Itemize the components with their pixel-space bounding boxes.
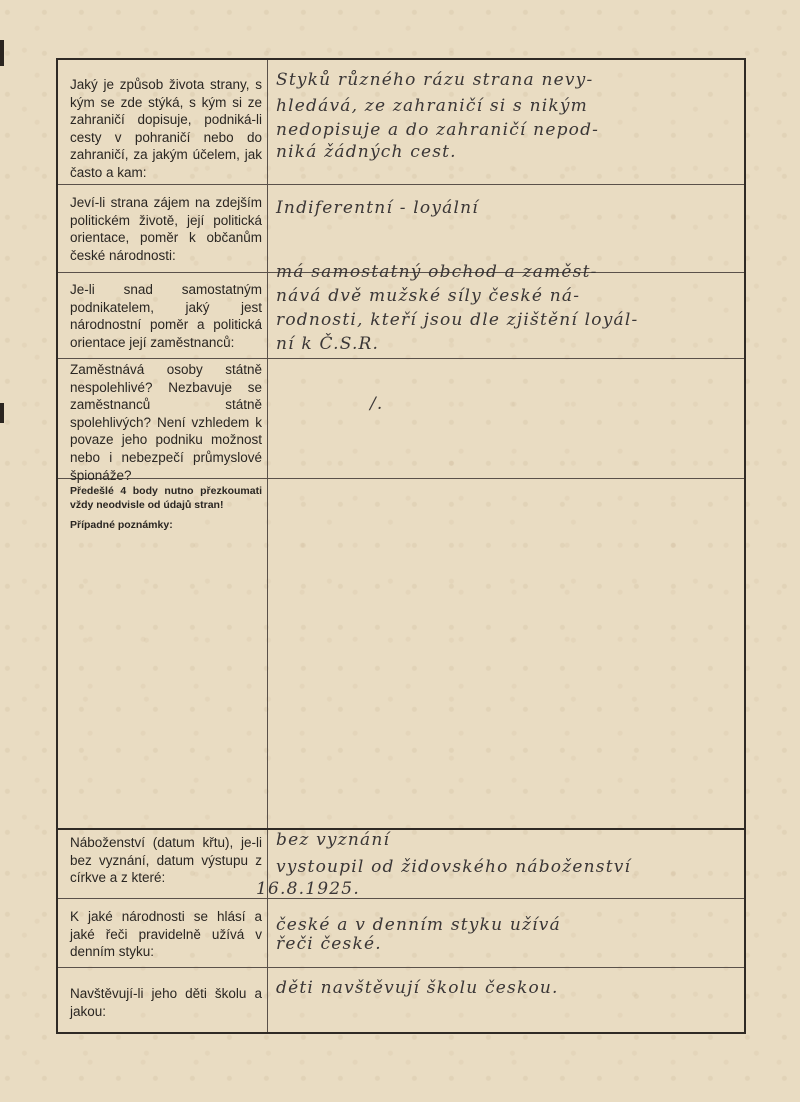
answer-line: vystoupil od židovského náboženství [276,857,632,877]
question-nationality: K jaké národnosti se hlásí a jaké řeči pravidelně užívá v denním styku: [70,909,262,960]
answer-unreliable-staff: /. [370,394,384,414]
questionnaire-form [56,58,746,1034]
answer-political-interest: Indiferentní - loyální [276,198,479,218]
row-divider [58,358,744,359]
answer-line: 16.8.1925. [256,879,360,899]
answer-line: ní k Č.S.R. [276,334,380,354]
question-religion: Náboženství (datum křtu), je-li bez vyznání, datum výstupu z církve a z které: [70,835,262,886]
answer-line: řeči české. [276,934,382,954]
remarks-label: Případné poznámky: [70,519,173,531]
answer-line: má samostatný obchod a zaměst- [276,262,598,282]
answer-line: nává dvě mužské síly české ná- [276,286,581,306]
answer-line: hledává, ze zahraničí si s nikým [276,96,588,116]
answer-line: nedopisuje a do zahraničí nepod- [276,120,600,140]
review-note: Předešlé 4 body nutno přezkoumati vždy neodvisle od údajů stran! [70,485,262,511]
answer-line: rodnosti, kteří jsou dle zjištění loyál- [276,310,639,330]
punch-hole-mark [0,40,4,66]
answer-line: niká žádných cest. [276,142,457,162]
row-divider [58,184,744,185]
row-divider [58,967,744,968]
question-children-school: Navštěvují-li jeho děti školu a jakou: [70,986,262,1019]
answer-line: bez vyznání [276,830,391,850]
question-political-interest: Jeví-li strana zájem na zdejším politickém životě, její politická orientace, poměr k občanům české národnosti: [70,195,262,263]
question-lifestyle: Jaký je způsob života strany, s kým se zde stýká, s kým si ze zahraničí dopisuje, podniká-li cesty v pohraničí nebo do zahraničí, za jakým účelem, jak často a kam: [70,77,262,180]
answer-children-school: děti navštěvují školu českou. [276,978,559,998]
question-unreliable-staff: Zaměstnává osoby státně nespolehlivé? Nezbavuje se zaměstnanců státně spolehlivých? Není vzhledem k povaze jeho podniku možnost nebo i nebezpečí průmyslové špionáže? [70,362,262,483]
punch-hole-mark [0,403,4,423]
answer-line: Styků různého rázu strana nevy- [276,70,594,90]
answer-line: české a v denním styku užívá [276,915,561,935]
question-entrepreneur: Je-li snad samostatným podnikatelem, jaký jest národnostní poměr a politická orientace její zaměstnanců: [70,282,262,350]
